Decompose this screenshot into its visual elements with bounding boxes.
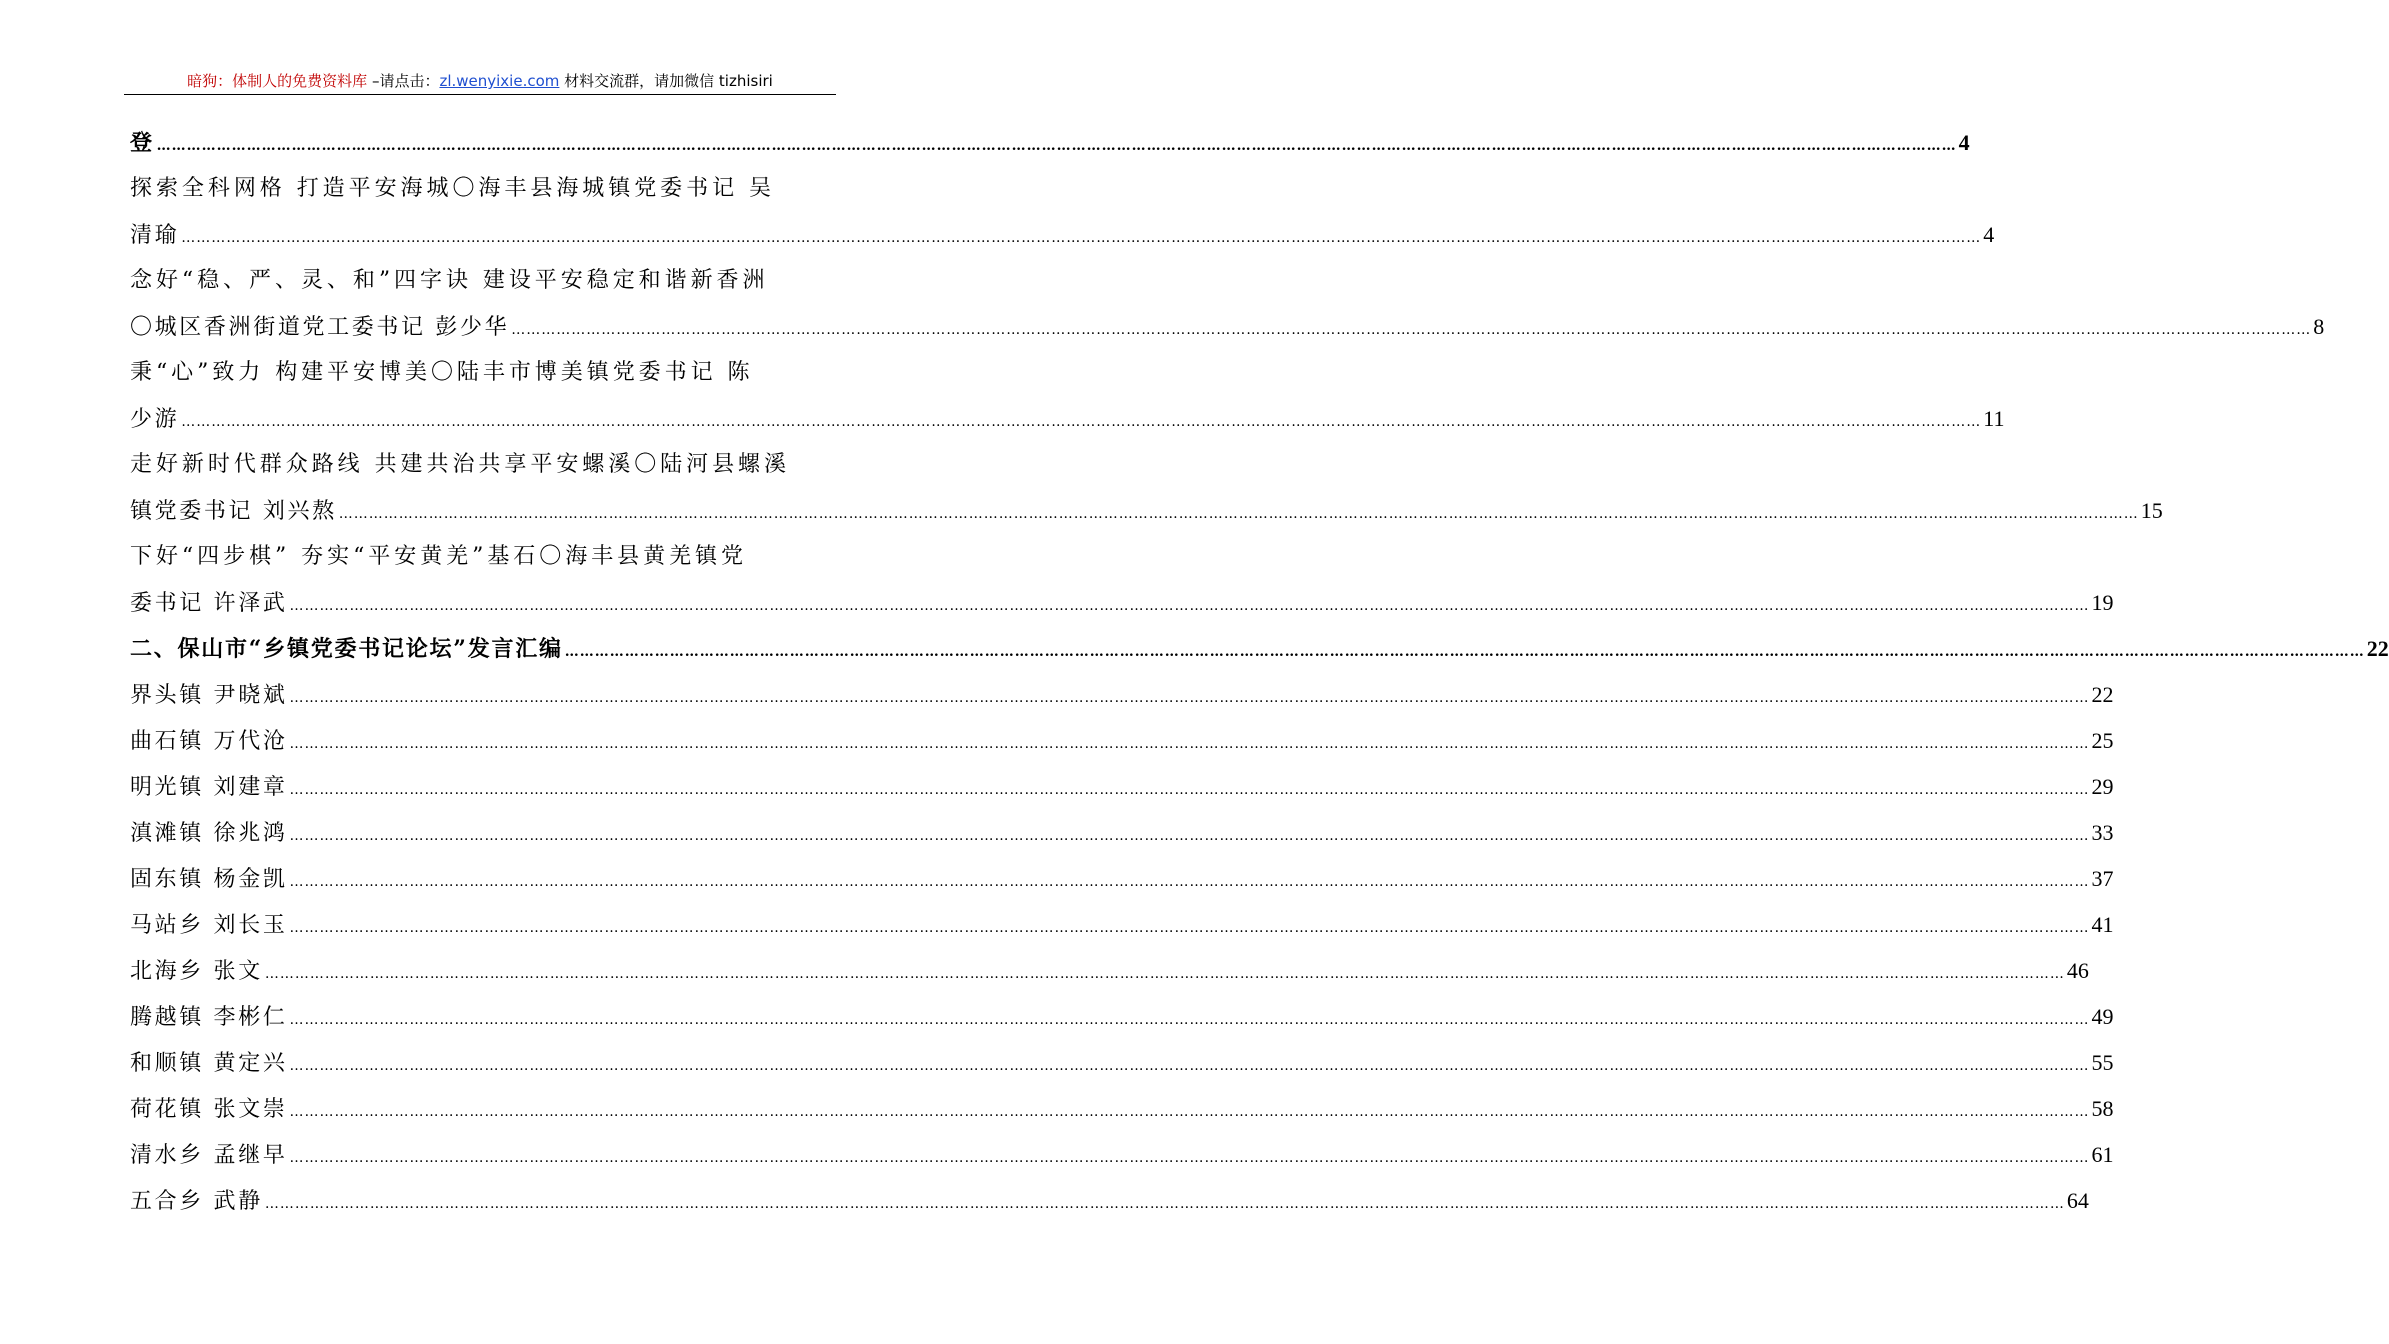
toc-entry-title: 镇党委书记 刘兴熬: [130, 499, 337, 524]
dot-leader: ………………………………………………………………………………………………………………………………………………………………………………………………………………………………………………………………………………………………………………………………: [564, 644, 2365, 660]
toc-page-number: 11: [1983, 406, 2005, 431]
toc-entry[interactable]: [130, 1178, 2089, 1224]
toc-page-number: 49: [2091, 1004, 2114, 1029]
dot-leader: ………………………………………………………………………………………………………………………………………………………………………………………………………………………………………………………………………………………………………………………………: [264, 966, 2065, 982]
toc-entry[interactable]: [130, 626, 2389, 672]
toc-entry[interactable]: [130, 810, 2114, 856]
dot-leader: ………………………………………………………………………………………………………………………………………………………………………………………………………………………………………………………………………………………………………………………………: [289, 1104, 2090, 1120]
toc-page-number: 22: [2366, 636, 2389, 661]
toc-entry[interactable]: [130, 718, 2114, 764]
toc-entry-title-line1: 秉“心”致力 构建平安博美〇陆丰市博美镇党委书记 陈: [130, 360, 754, 385]
toc-entry[interactable]: [130, 1040, 2114, 1086]
toc-entry-title: 曲石镇 万代沧: [130, 729, 288, 754]
toc-page-number: 64: [2066, 1188, 2089, 1213]
toc-entry-title: 和顺镇 黄定兴: [130, 1051, 288, 1076]
toc-entry-title: 少游: [130, 407, 180, 432]
toc-page-number: 29: [2091, 774, 2114, 799]
toc-page-number: 58: [2091, 1096, 2114, 1121]
toc-entry[interactable]: [130, 1132, 2114, 1178]
toc-entry[interactable]: [130, 902, 2114, 948]
toc-entry-title: 二、保山市“乡镇党委书记论坛”发言汇编: [130, 636, 563, 662]
dot-leader: ………………………………………………………………………………………………………………………………………………………………………………………………………………………………………………………………………………………………………………………………: [289, 1150, 2090, 1166]
table-of-contents: [130, 120, 2389, 1224]
dot-leader: ………………………………………………………………………………………………………………………………………………………………………………………………………………………………………………………………………………………………………………………………: [289, 828, 2090, 844]
header-wechat-note: 材料交流群，请加微信 tizhisiri: [559, 72, 773, 90]
toc-entry-title: 腾越镇 李彬仁: [130, 1005, 288, 1030]
document-header: [124, 68, 836, 94]
dot-leader: ………………………………………………………………………………………………………………………………………………………………………………………………………………………………………………………………………………………………………………………………: [289, 690, 2090, 706]
toc-entry-title-line1: 探索全科网格 打造平安海城〇海丰县海城镇党委书记 吴: [130, 176, 775, 201]
toc-entry-title: 北海乡 张文: [130, 959, 263, 984]
toc-entry[interactable]: [130, 120, 1970, 166]
toc-entry-title: 荷花镇 张文崇: [130, 1097, 288, 1122]
toc-entry[interactable]: [130, 948, 2089, 994]
toc-entry-title: 马站乡 刘长玉: [130, 913, 288, 938]
dot-leader: ………………………………………………………………………………………………………………………………………………………………………………………………………………………………………………………………………………………………………………………………: [289, 736, 2090, 752]
toc-entry[interactable]: [130, 350, 2005, 442]
toc-page-number: 61: [2091, 1142, 2114, 1167]
toc-entry-title-line1: 念好“稳、严、灵、和”四字诀 建设平安稳定和谐新香洲: [130, 268, 769, 293]
dot-leader: ………………………………………………………………………………………………………………………………………………………………………………………………………………………………………………………………………………………………………………………………: [264, 1196, 2065, 1212]
toc-entry[interactable]: [130, 534, 2114, 626]
toc-page-number: 41: [2091, 912, 2114, 937]
toc-page-number: 55: [2091, 1050, 2114, 1075]
toc-page-number: 15: [2140, 498, 2163, 523]
header-divider: [124, 94, 836, 95]
toc-page-number: 33: [2091, 820, 2114, 845]
toc-entry[interactable]: [130, 258, 2325, 350]
toc-entry-title: 界头镇 尹晓斌: [130, 683, 288, 708]
header-click-prompt: –请点击：: [367, 72, 440, 90]
toc-entry[interactable]: [130, 442, 2163, 534]
toc-page-number: 46: [2066, 958, 2089, 983]
toc-entry-title: 清水乡 孟继早: [130, 1143, 288, 1168]
dot-leader: ………………………………………………………………………………………………………………………………………………………………………………………………………………………………………………………………………………………………………………………………: [181, 414, 1982, 430]
header-site-name: 暗狗：体制人的免费资料库: [187, 72, 368, 90]
toc-entry[interactable]: [130, 1086, 2114, 1132]
toc-entry-title-line1: 走好新时代群众路线 共建共治共享平安螺溪〇陆河县螺溪: [130, 452, 790, 477]
toc-page-number: 22: [2091, 682, 2114, 707]
toc-entry-title: 滇滩镇 徐兆鸿: [130, 821, 288, 846]
toc-entry[interactable]: [130, 764, 2114, 810]
toc-entry-title: 登: [130, 130, 155, 156]
dot-leader: ………………………………………………………………………………………………………………………………………………………………………………………………………………………………………………………………………………………………………………………………: [181, 230, 1982, 246]
dot-leader: ………………………………………………………………………………………………………………………………………………………………………………………………………………………………………………………………………………………………………………………………: [289, 782, 2090, 798]
header-link[interactable]: zl.wenyixie.com: [439, 72, 560, 90]
dot-leader: ………………………………………………………………………………………………………………………………………………………………………………………………………………………………………………………………………………………………………………………………: [289, 1012, 2090, 1028]
toc-entry-title: 固东镇 杨金凯: [130, 867, 288, 892]
toc-entry-title: 清瑜: [130, 223, 180, 248]
dot-leader: ………………………………………………………………………………………………………………………………………………………………………………………………………………………………………………………………………………………………………………………………: [289, 920, 2090, 936]
toc-entry[interactable]: [130, 856, 2114, 902]
dot-leader: ………………………………………………………………………………………………………………………………………………………………………………………………………………………………………………………………………………………………………………………………: [511, 322, 2312, 338]
toc-entry[interactable]: [130, 672, 2114, 718]
dot-leader: ………………………………………………………………………………………………………………………………………………………………………………………………………………………………………………………………………………………………………………………………: [289, 874, 2090, 890]
dot-leader: ………………………………………………………………………………………………………………………………………………………………………………………………………………………………………………………………………………………………………………………………: [289, 598, 2090, 614]
toc-page-number: 19: [2091, 590, 2114, 615]
dot-leader: ………………………………………………………………………………………………………………………………………………………………………………………………………………………………………………………………………………………………………………………………: [156, 138, 1957, 154]
toc-entry-title: 明光镇 刘建章: [130, 775, 288, 800]
toc-entry[interactable]: [130, 994, 2114, 1040]
toc-page-number: 4: [1983, 222, 1995, 247]
dot-leader: ………………………………………………………………………………………………………………………………………………………………………………………………………………………………………………………………………………………………………………………………: [289, 1058, 2090, 1074]
toc-entry[interactable]: [130, 166, 1995, 258]
toc-page-number: 25: [2091, 728, 2114, 753]
toc-page-number: 4: [1958, 130, 1970, 155]
dot-leader: ………………………………………………………………………………………………………………………………………………………………………………………………………………………………………………………………………………………………………………………………: [338, 506, 2139, 522]
toc-entry-title: 〇城区香洲街道党工委书记 彭少华: [130, 315, 510, 340]
toc-entry-title: 五合乡 武静: [130, 1189, 263, 1214]
toc-entry-title: 委书记 许泽武: [130, 591, 288, 616]
toc-page-number: 37: [2091, 866, 2114, 891]
toc-page-number: 8: [2313, 314, 2325, 339]
toc-entry-title-line1: 下好“四步棋” 夯实“平安黄羌”基石〇海丰县黄羌镇党: [130, 544, 747, 569]
